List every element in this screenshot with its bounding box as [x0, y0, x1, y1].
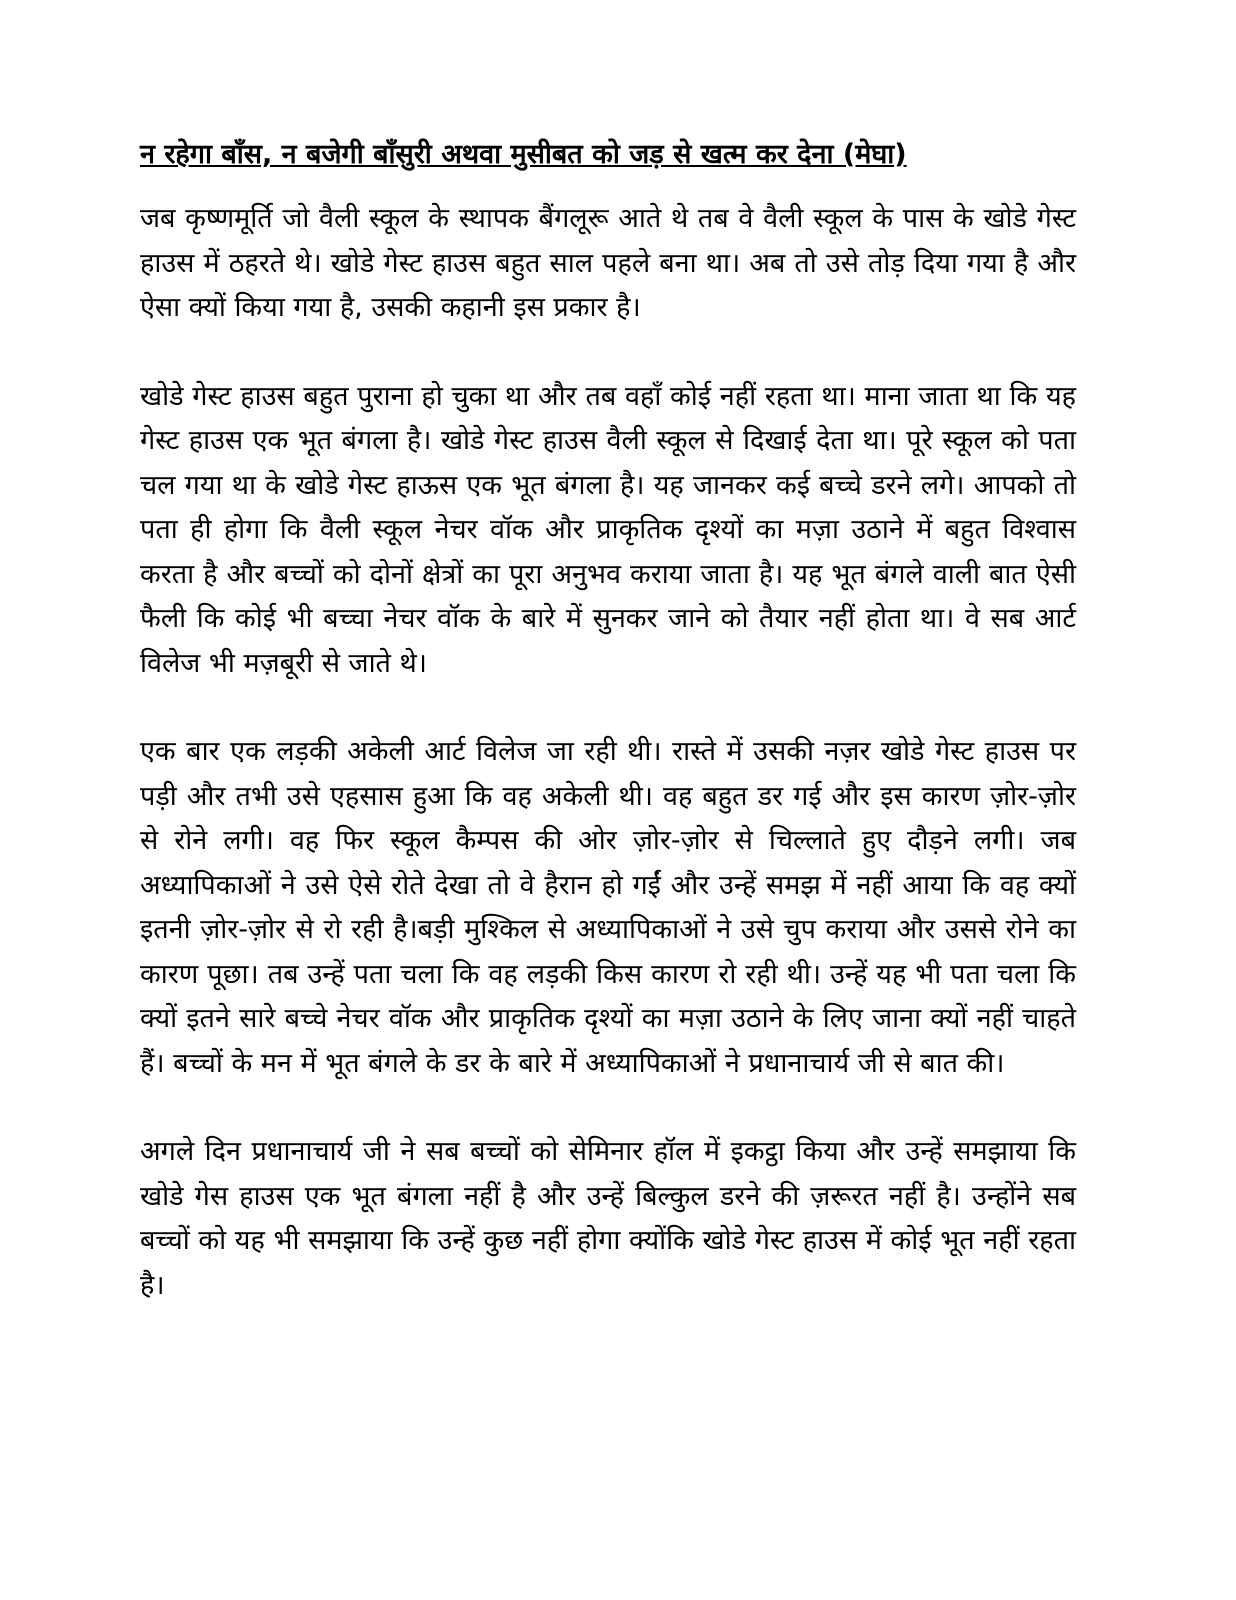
document-page: [140, 135, 1076, 1352]
paragraph-1: जब कृष्णमूर्ति जो वैली स्कूल के स्थापक बैंगलूरू आते थे तब वे वैली स्कूल के पास के खोडे गेस्ट हाउस में ठहरते थे। खोडे गेस्ट हाउस बहुत साल पहले बना था। अब तो उसे तोड़ दिया गया है और ऐसा क्यों किया गया है, उसकी कहानी इस प्रकार है।: [140, 203, 1077, 323]
paragraph-3: एक बार एक लड़की अकेली आर्ट विलेज जा रही थी। रास्ते में उसकी नज़र खोडे गेस्ट हाउस पर पड़ी और तभी उसे एहसास हुआ कि वह अकेली थी। वह बहुत डर गई और इस कारण ज़ोर-ज़ोर से रोने लगी। वह फिर स्कूल कैम्पस की ओर ज़ोर-ज़ोर से चिल्लाते हुए दौड़ने लगी। जब अध्यापिकाओं ने उसे ऐसे रोते देखा तो वे हैरान हो गईं और उन्हें समझ में नहीं आया कि वह क्यों इतनी ज़ोर-ज़ोर से रो रही है।बड़ी मुश्किल से अध्यापिकाओं ने उसे चुप कराया और उससे रोने का कारण पूछा। तब उन्हें पता चला कि वह लड़की किस कारण रो रही थी। उन्हें यह भी पता चला कि क्यों इतने सारे बच्चे नेचर वॉक और प्राकृतिक दृश्यों का मज़ा उठाने के लिए जाना क्यों नहीं चाहते हैं। बच्चों के मन में भूत बंगले के डर के बारे में अध्यापिकाओं ने प्रधानाचार्य जी से बात की।: [140, 736, 1076, 1079]
paragraph-2: खोडे गेस्ट हाउस बहुत पुराना हो चुका था और तब वहाँ कोई नहीं रहता था। माना जाता था कि यह गेस्ट हाउस एक भूत बंगला है। खोडे गेस्ट हाउस वैली स्कूल से दिखाई देता था। पूरे स्कूल को पता चल गया था के खोडे गेस्ट हाऊस एक भूत बंगला है। यह जानकर कई बच्चे डरने लगे। आपको तो पता ही होगा कि वैली स्कूल नेचर वॉक और प्राकृतिक दृश्यों का मज़ा उठाने में बहुत विश्वास करता है और बच्चों को दोनों क्षेत्रों का पूरा अनुभव कराया जाता है। यह भूत बंगले वाली बात ऐसी फैली कि कोई भी बच्चा नेचर वॉक के बारे में सुनकर जाने को तैयार नहीं होता था। वे सब आर्ट विलेज भी मज़बूरी से जाते थे।: [140, 380, 1076, 679]
document-title: न रहेगा बाँस, न बजेगी बाँसुरी अथवा मुसीबत को जड़ से खत्म कर देना (मेघा): [140, 139, 907, 170]
paragraph-4: अगले दिन प्रधानाचार्य जी ने सब बच्चों को सेमिनार हॉल में इकट्ठा किया और उन्हें समझाया कि खोडे गेस हाउस एक भूत बंगला नहीं है और उन्हें बिल्कुल डरने की ज़रूरत नहीं है। उन्होंने सब बच्चों को यह भी समझाया कि उन्हें कुछ नहीं होगा क्योंकि खोडे गेस्ट हाउस में कोई भूत नहीं रहता है।: [140, 1136, 1076, 1301]
